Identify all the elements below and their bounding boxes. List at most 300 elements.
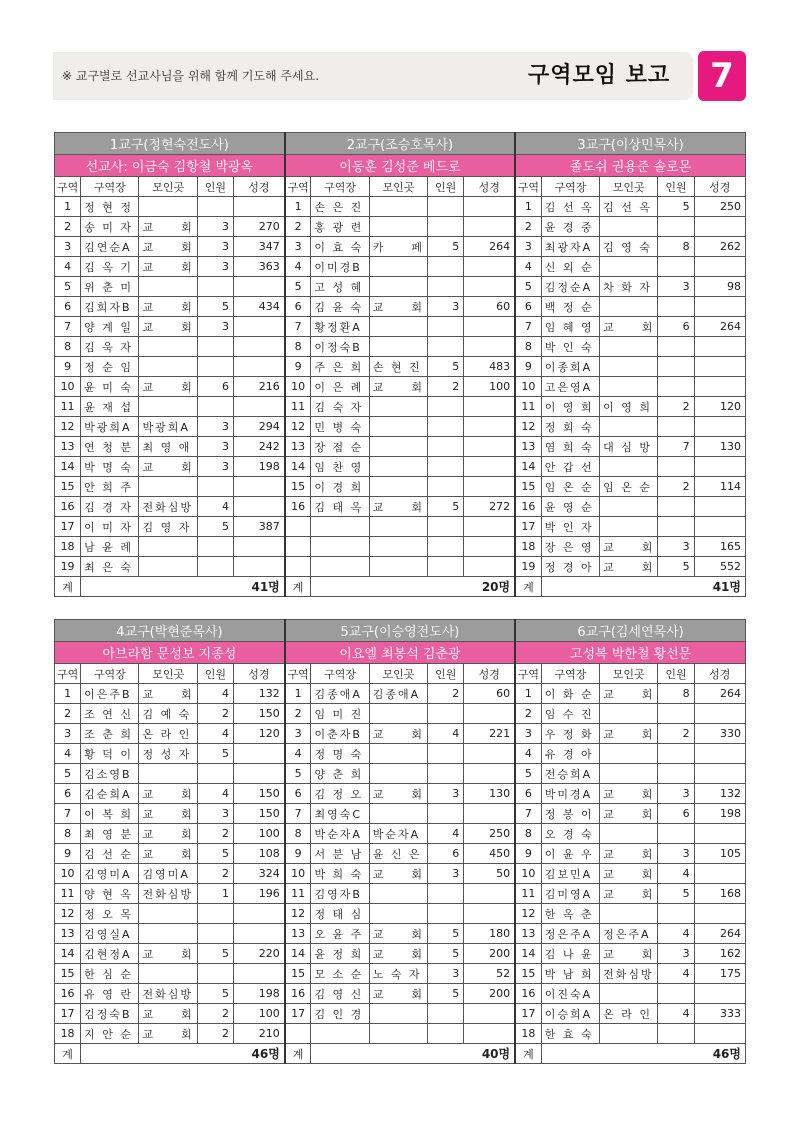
attendance: 8 — [658, 237, 694, 257]
attendance: 4 — [197, 684, 233, 704]
group-number: 9 — [55, 357, 81, 377]
group-leader: 김 정 오 — [311, 784, 369, 804]
group-leader: 양 춘 희 — [311, 764, 369, 784]
group-leader: 김보민A — [541, 864, 599, 884]
group-leader: 황정환A — [311, 317, 369, 337]
district-total: 40명 — [311, 1044, 515, 1064]
meeting-place: 차 화 자 — [600, 277, 658, 297]
column-header: 모인곳 — [139, 664, 197, 684]
group-number: 9 — [285, 844, 311, 864]
group-leader: 김영자B — [311, 884, 369, 904]
table-row — [55, 684, 746, 704]
group-number: 1 — [55, 684, 81, 704]
group-leader: 김 영 신 — [311, 984, 369, 1004]
group-leader: 윤 경 중 — [541, 217, 599, 237]
attendance: 3 — [658, 844, 694, 864]
meeting-place — [369, 477, 427, 497]
attendance: 3 — [428, 864, 464, 884]
bible-chapters — [464, 477, 515, 497]
meeting-place — [600, 417, 658, 437]
attendance — [658, 744, 694, 764]
group-leader: 유 영 란 — [81, 984, 139, 1004]
attendance: 2 — [428, 684, 464, 704]
group-number: 16 — [515, 984, 541, 1004]
meeting-place: 전화심방 — [139, 497, 197, 517]
group-number: 2 — [55, 704, 81, 724]
group-leader: 박 남 희 — [541, 964, 599, 984]
missionary-names: 선교사: 이금숙 김항철 박광옥 — [55, 155, 285, 177]
bible-chapters — [464, 437, 515, 457]
table-row — [55, 517, 746, 537]
attendance — [197, 357, 233, 377]
meeting-place — [369, 804, 427, 824]
bible-chapters: 52 — [464, 964, 515, 984]
table-row — [55, 217, 746, 237]
meeting-place: 박순자A — [369, 824, 427, 844]
bible-chapters — [464, 197, 515, 217]
group-number: 4 — [285, 257, 311, 277]
district-name: 5교구(이승영전도사) — [285, 620, 515, 642]
bible-chapters — [694, 1024, 745, 1044]
group-number — [285, 1024, 311, 1044]
meeting-place: 전화심방 — [600, 964, 658, 984]
group-leader: 정 경 아 — [541, 557, 599, 577]
meeting-place — [600, 904, 658, 924]
group-leader: 민 병 숙 — [311, 417, 369, 437]
table-row — [55, 744, 746, 764]
attendance — [197, 924, 233, 944]
group-leader: 한 심 순 — [81, 964, 139, 984]
group-number: 11 — [55, 397, 81, 417]
group-number: 19 — [55, 557, 81, 577]
table-row — [55, 537, 746, 557]
meeting-place — [369, 1024, 427, 1044]
group-leader: 임 미 진 — [311, 704, 369, 724]
group-leader: 황 덕 이 — [81, 744, 139, 764]
group-leader: 장 점 순 — [311, 437, 369, 457]
group-leader: 김 인 경 — [311, 1004, 369, 1024]
meeting-place — [369, 904, 427, 924]
group-number: 14 — [285, 457, 311, 477]
group-number: 18 — [515, 1024, 541, 1044]
attendance — [197, 277, 233, 297]
group-number: 13 — [55, 437, 81, 457]
column-header: 구역장 — [81, 664, 139, 684]
group-number: 4 — [55, 744, 81, 764]
group-leader: 박 희 숙 — [311, 864, 369, 884]
group-number: 8 — [285, 824, 311, 844]
group-number: 16 — [55, 984, 81, 1004]
attendance: 8 — [658, 684, 694, 704]
bible-chapters: 270 — [234, 217, 285, 237]
bible-chapters: 250 — [464, 824, 515, 844]
column-header: 성경 — [234, 177, 285, 197]
meeting-place — [600, 984, 658, 1004]
group-leader: 김연순A — [81, 237, 139, 257]
bible-chapters: 200 — [464, 984, 515, 1004]
group-number: 16 — [285, 497, 311, 517]
meeting-place — [600, 497, 658, 517]
group-number: 4 — [55, 257, 81, 277]
attendance: 3 — [658, 784, 694, 804]
attendance: 2 — [658, 477, 694, 497]
attendance: 5 — [428, 944, 464, 964]
attendance — [658, 517, 694, 537]
bible-chapters — [234, 904, 285, 924]
group-leader: 최 은 숙 — [81, 557, 139, 577]
group-leader — [311, 537, 369, 557]
attendance — [658, 337, 694, 357]
bible-chapters: 198 — [234, 457, 285, 477]
group-leader: 이승희A — [541, 1004, 599, 1024]
meeting-place — [600, 377, 658, 397]
bible-chapters — [694, 824, 745, 844]
group-number: 1 — [285, 684, 311, 704]
bible-chapters — [234, 197, 285, 217]
group-number: 7 — [55, 804, 81, 824]
bible-chapters: 60 — [464, 297, 515, 317]
meeting-place: 교 회 — [600, 784, 658, 804]
bible-chapters: 200 — [464, 944, 515, 964]
bible-chapters — [464, 457, 515, 477]
bible-chapters: 210 — [234, 1024, 285, 1044]
meeting-place — [369, 397, 427, 417]
column-header-row — [55, 177, 746, 197]
column-header: 구역 — [55, 664, 81, 684]
group-number: 4 — [285, 744, 311, 764]
attendance — [428, 764, 464, 784]
meeting-place — [369, 277, 427, 297]
group-number: 13 — [285, 437, 311, 457]
attendance: 4 — [197, 497, 233, 517]
bible-chapters: 196 — [234, 884, 285, 904]
table-row — [55, 1024, 746, 1044]
meeting-place: 교 회 — [369, 497, 427, 517]
group-number: 14 — [55, 457, 81, 477]
attendance — [428, 197, 464, 217]
attendance — [658, 904, 694, 924]
bible-chapters: 120 — [694, 397, 745, 417]
missionary-names: 이동훈 김성준 베드로 — [285, 155, 515, 177]
group-leader: 박 명 숙 — [81, 457, 139, 477]
group-number: 4 — [515, 744, 541, 764]
group-leader: 전승희A — [541, 764, 599, 784]
report-table — [54, 619, 746, 1064]
group-leader: 고 성 혜 — [311, 277, 369, 297]
meeting-place: 김 영 숙 — [600, 237, 658, 257]
table-row — [55, 197, 746, 217]
bible-chapters: 168 — [694, 884, 745, 904]
meeting-place: 노 숙 자 — [369, 964, 427, 984]
district-total: 46명 — [81, 1044, 285, 1064]
meeting-place — [139, 764, 197, 784]
attendance — [428, 337, 464, 357]
column-header: 모인곳 — [369, 177, 427, 197]
group-leader: 안 갑 선 — [541, 457, 599, 477]
group-leader: 김 나 윤 — [541, 944, 599, 964]
group-leader: 정은주A — [541, 924, 599, 944]
district-total: 20명 — [311, 577, 515, 597]
bible-chapters: 264 — [464, 237, 515, 257]
bible-chapters: 162 — [694, 944, 745, 964]
table-row — [55, 704, 746, 724]
table-row — [55, 237, 746, 257]
group-number: 5 — [55, 764, 81, 784]
bible-chapters — [464, 257, 515, 277]
group-leader: 박미경A — [541, 784, 599, 804]
bible-chapters: 100 — [234, 1004, 285, 1024]
attendance: 5 — [428, 924, 464, 944]
page-title: 구역모임 보고 — [528, 63, 671, 88]
meeting-place: 교 회 — [600, 844, 658, 864]
group-leader: 모 소 순 — [311, 964, 369, 984]
group-number — [285, 517, 311, 537]
meeting-place — [139, 904, 197, 924]
table-row — [55, 417, 746, 437]
attendance — [428, 317, 464, 337]
group-leader: 김 윤 숙 — [311, 297, 369, 317]
column-header: 모인곳 — [600, 664, 658, 684]
meeting-place: 교 회 — [139, 1024, 197, 1044]
meeting-place — [139, 964, 197, 984]
meeting-place: 정 성 자 — [139, 744, 197, 764]
bible-chapters: 150 — [234, 704, 285, 724]
group-number: 2 — [515, 704, 541, 724]
group-number: 5 — [285, 764, 311, 784]
attendance: 5 — [197, 984, 233, 1004]
bible-chapters: 264 — [694, 684, 745, 704]
meeting-place: 김종애A — [369, 684, 427, 704]
bible-chapters — [464, 1004, 515, 1024]
group-leader: 지 안 순 — [81, 1024, 139, 1044]
group-leader: 오 윤 주 — [311, 924, 369, 944]
table-row — [55, 784, 746, 804]
meeting-place: 교 회 — [139, 317, 197, 337]
attendance: 2 — [197, 1024, 233, 1044]
attendance — [428, 217, 464, 237]
meeting-place — [139, 337, 197, 357]
attendance: 3 — [197, 317, 233, 337]
attendance: 5 — [428, 984, 464, 1004]
attendance: 6 — [428, 844, 464, 864]
attendance: 3 — [428, 784, 464, 804]
table-row — [55, 297, 746, 317]
meeting-place — [600, 764, 658, 784]
attendance: 2 — [428, 377, 464, 397]
group-number: 12 — [285, 904, 311, 924]
group-number: 8 — [55, 337, 81, 357]
group-number: 6 — [515, 784, 541, 804]
table-row — [55, 397, 746, 417]
bible-chapters — [464, 804, 515, 824]
attendance — [428, 557, 464, 577]
meeting-place — [600, 457, 658, 477]
group-number: 3 — [55, 237, 81, 257]
attendance: 3 — [197, 437, 233, 457]
district-total: 46명 — [541, 1044, 745, 1064]
group-number: 3 — [515, 724, 541, 744]
group-number: 7 — [515, 804, 541, 824]
meeting-place — [369, 517, 427, 537]
column-header: 구역장 — [541, 177, 599, 197]
bible-chapters: 198 — [234, 984, 285, 1004]
attendance: 2 — [197, 1004, 233, 1024]
group-number: 3 — [285, 237, 311, 257]
attendance: 5 — [197, 944, 233, 964]
group-leader: 김정숙B — [81, 1004, 139, 1024]
group-leader: 양 현 옥 — [81, 884, 139, 904]
group-number: 2 — [55, 217, 81, 237]
group-number: 19 — [515, 557, 541, 577]
group-leader: 백 정 순 — [541, 297, 599, 317]
meeting-place: 교 회 — [139, 944, 197, 964]
group-leader: 정 태 심 — [311, 904, 369, 924]
bible-chapters — [464, 1024, 515, 1044]
group-leader: 김영미A — [81, 864, 139, 884]
group-leader: 김 욱 자 — [81, 337, 139, 357]
attendance — [428, 804, 464, 824]
meeting-place: 교 회 — [369, 297, 427, 317]
attendance — [428, 437, 464, 457]
group-number: 1 — [515, 197, 541, 217]
meeting-place: 교 회 — [600, 944, 658, 964]
attendance — [658, 984, 694, 1004]
table-row — [55, 337, 746, 357]
attendance: 5 — [428, 497, 464, 517]
column-header: 구역 — [515, 177, 541, 197]
group-leader: 최 영 분 — [81, 824, 139, 844]
group-leader: 김 경 자 — [81, 497, 139, 517]
table-row — [55, 904, 746, 924]
group-number: 5 — [515, 764, 541, 784]
attendance: 4 — [658, 864, 694, 884]
meeting-place — [139, 357, 197, 377]
group-number: 17 — [515, 1004, 541, 1024]
attendance: 3 — [197, 257, 233, 277]
meeting-place: 전화심방 — [139, 884, 197, 904]
group-number: 17 — [515, 517, 541, 537]
column-header: 인원 — [428, 177, 464, 197]
attendance: 5 — [658, 884, 694, 904]
bible-chapters — [234, 477, 285, 497]
meeting-place: 김 영 자 — [139, 517, 197, 537]
meeting-place: 교 회 — [139, 684, 197, 704]
group-number: 12 — [285, 417, 311, 437]
attendance: 2 — [658, 397, 694, 417]
attendance — [197, 904, 233, 924]
attendance — [428, 744, 464, 764]
attendance — [658, 1024, 694, 1044]
bible-chapters: 294 — [234, 417, 285, 437]
column-header: 성경 — [234, 664, 285, 684]
meeting-place: 교 회 — [369, 924, 427, 944]
attendance: 3 — [197, 457, 233, 477]
total-label: 계 — [285, 1044, 311, 1064]
bible-chapters: 120 — [234, 724, 285, 744]
meeting-place: 교 회 — [600, 537, 658, 557]
meeting-place — [369, 217, 427, 237]
bible-chapters: 150 — [234, 804, 285, 824]
attendance — [197, 477, 233, 497]
table-row — [55, 1004, 746, 1024]
meeting-place — [600, 1024, 658, 1044]
bible-chapters — [694, 297, 745, 317]
report-table — [54, 132, 746, 597]
bible-chapters — [464, 704, 515, 724]
table-row — [55, 804, 746, 824]
group-leader: 조 연 신 — [81, 704, 139, 724]
total-row — [55, 577, 746, 597]
group-leader: 정 봉 이 — [541, 804, 599, 824]
column-header: 인원 — [428, 664, 464, 684]
group-number: 12 — [515, 417, 541, 437]
bible-chapters — [464, 317, 515, 337]
table-row — [55, 437, 746, 457]
table-row — [55, 457, 746, 477]
group-leader: 홍 광 련 — [311, 217, 369, 237]
attendance — [428, 257, 464, 277]
attendance: 3 — [197, 417, 233, 437]
bible-chapters: 450 — [464, 844, 515, 864]
group-leader: 이 은 례 — [311, 377, 369, 397]
meeting-place: 교 회 — [139, 457, 197, 477]
meeting-place: 온 라 인 — [139, 724, 197, 744]
attendance: 3 — [658, 944, 694, 964]
group-leader: 우 정 화 — [541, 724, 599, 744]
column-header: 구역 — [55, 177, 81, 197]
attendance: 6 — [658, 317, 694, 337]
group-leader: 윤 재 섭 — [81, 397, 139, 417]
attendance — [197, 197, 233, 217]
group-number: 15 — [55, 964, 81, 984]
meeting-place: 교 회 — [139, 297, 197, 317]
bible-chapters — [694, 744, 745, 764]
bible-chapters: 130 — [464, 784, 515, 804]
meeting-place: 카 페 — [369, 237, 427, 257]
meeting-place — [600, 217, 658, 237]
bible-chapters — [234, 337, 285, 357]
bible-chapters: 100 — [464, 377, 515, 397]
district-total: 41명 — [541, 577, 745, 597]
bible-chapters — [234, 277, 285, 297]
bible-chapters: 387 — [234, 517, 285, 537]
attendance: 4 — [428, 724, 464, 744]
attendance — [428, 1004, 464, 1024]
column-header: 구역장 — [81, 177, 139, 197]
attendance: 4 — [658, 964, 694, 984]
bible-chapters — [234, 924, 285, 944]
column-header: 구역장 — [541, 664, 599, 684]
group-leader: 이 화 순 — [541, 684, 599, 704]
attendance: 5 — [197, 517, 233, 537]
meeting-place — [600, 337, 658, 357]
attendance — [658, 824, 694, 844]
group-leader: 주 은 희 — [311, 357, 369, 377]
group-leader: 염 희 숙 — [541, 437, 599, 457]
group-number: 17 — [55, 1004, 81, 1024]
meeting-place: 교 회 — [139, 377, 197, 397]
bible-chapters: 165 — [694, 537, 745, 557]
bible-chapters — [234, 964, 285, 984]
attendance — [658, 377, 694, 397]
attendance — [428, 417, 464, 437]
group-number: 8 — [55, 824, 81, 844]
total-label: 계 — [55, 1044, 81, 1064]
attendance: 4 — [197, 784, 233, 804]
meeting-place: 교 회 — [139, 257, 197, 277]
attendance — [658, 357, 694, 377]
group-leader: 김소영B — [81, 764, 139, 784]
